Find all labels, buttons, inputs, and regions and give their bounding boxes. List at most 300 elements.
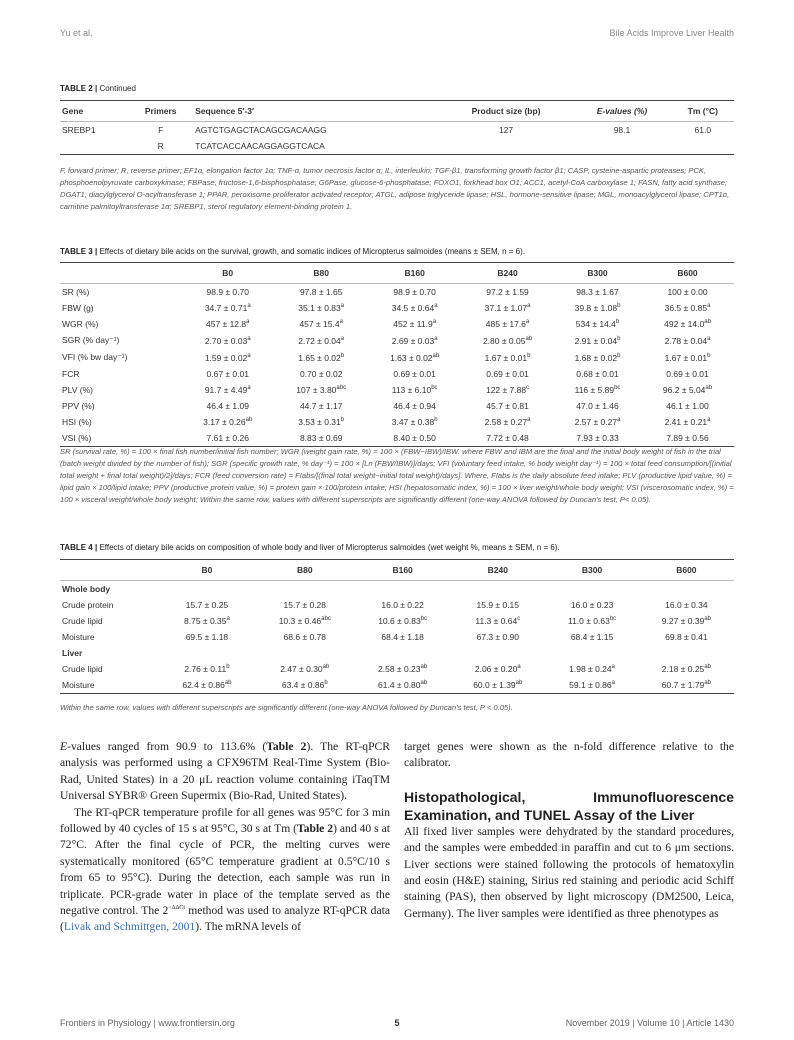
cell-value: 62.4 ± 0.86 bbox=[182, 680, 225, 690]
cell-value: 2.76 ± 0.11 bbox=[184, 664, 227, 674]
cell-value: 3.17 ± 0.26 bbox=[203, 417, 246, 427]
significance-letter: a bbox=[247, 303, 251, 310]
table-cell bbox=[274, 398, 368, 414]
cell-value: 457 ± 12.8 bbox=[206, 319, 247, 329]
cell-value: 113 ± 6.10 bbox=[391, 385, 432, 395]
significance-letter: a bbox=[527, 303, 531, 310]
table4 bbox=[60, 559, 734, 694]
column-header bbox=[60, 263, 181, 284]
significance-letter: a bbox=[247, 335, 251, 342]
row-label: PLV (%) bbox=[62, 385, 94, 395]
cell-value: 2.69 ± 0.03 bbox=[391, 335, 435, 346]
table-row bbox=[60, 284, 734, 301]
significance-letter: b bbox=[340, 352, 345, 359]
cell-value: 116 ± 5.89 bbox=[574, 385, 615, 395]
row-label: Crude lipid bbox=[62, 616, 103, 626]
column-header: Primers bbox=[144, 106, 177, 116]
table-cell bbox=[461, 284, 554, 301]
significance-letter: ab bbox=[704, 664, 711, 671]
significance-letter: b bbox=[340, 417, 345, 424]
cell-value: 3.53 ± 0.31 bbox=[298, 417, 341, 427]
table-cell bbox=[274, 316, 368, 332]
table-cell bbox=[181, 398, 274, 414]
significance-letter: ab bbox=[420, 664, 428, 671]
significance-letter: a bbox=[525, 319, 530, 326]
table-row bbox=[60, 414, 734, 430]
significance-letter: a bbox=[617, 417, 621, 424]
row-label: FCR bbox=[62, 369, 80, 379]
table-row bbox=[60, 332, 734, 349]
table-cell bbox=[461, 398, 554, 414]
table-cell bbox=[450, 677, 545, 694]
row-label: Crude lipid bbox=[62, 664, 103, 674]
column-header: Tm (°C) bbox=[687, 106, 718, 116]
table-cell bbox=[450, 613, 545, 629]
table-cell bbox=[159, 661, 254, 677]
table-cell bbox=[639, 613, 734, 629]
table-cell bbox=[181, 300, 274, 316]
table-cell bbox=[368, 300, 461, 316]
table-cell bbox=[368, 284, 461, 301]
column-header: Sequence 5′-3′ bbox=[195, 106, 255, 116]
table-cell bbox=[641, 332, 734, 349]
cell-value: 69.8 ± 0.41 bbox=[665, 632, 708, 642]
table-row bbox=[60, 366, 734, 382]
table-cell bbox=[554, 366, 641, 382]
significance-letter: ab bbox=[704, 319, 711, 326]
significance-letter: a bbox=[611, 664, 615, 671]
table-cell bbox=[355, 613, 450, 629]
table-cell bbox=[181, 284, 274, 301]
table-cell bbox=[461, 332, 554, 349]
table-cell bbox=[545, 629, 638, 645]
section-heading: Histopathological, Immunofluorescence Examination, and TUNEL Assay of the Liver bbox=[404, 788, 734, 823]
table-cell bbox=[181, 316, 274, 332]
cell-value: 1.67 ± 0.01 bbox=[484, 352, 528, 363]
table-cell bbox=[554, 414, 641, 430]
table-cell: TCATCACCAACAGGAGGTCACA bbox=[195, 141, 325, 151]
table-cell: R bbox=[157, 141, 164, 151]
cell-value: 68.4 ± 1.15 bbox=[570, 632, 614, 642]
table-cell bbox=[450, 629, 545, 645]
cell-value: 107 ± 3.80 bbox=[296, 385, 337, 395]
table-cell bbox=[368, 430, 461, 447]
table-cell bbox=[181, 349, 274, 366]
column-header: B240 bbox=[497, 268, 518, 278]
table2-caption: TABLE 2 | Continued bbox=[60, 84, 136, 93]
column-header: Product size (bp) bbox=[471, 106, 541, 116]
cell-value: 100 ± 0.00 bbox=[667, 287, 708, 297]
table-row bbox=[60, 629, 734, 645]
cell-value: 45.7 ± 0.81 bbox=[486, 401, 529, 411]
cell-value: 97.8 ± 1.65 bbox=[299, 287, 343, 297]
table-cell bbox=[639, 597, 734, 613]
column-header bbox=[60, 560, 159, 581]
cell-value: 0.69 ± 0.01 bbox=[666, 369, 709, 379]
row-label: Crude protein bbox=[62, 600, 114, 610]
column-header: B600 bbox=[676, 565, 697, 575]
cell-value: 0.68 ± 0.01 bbox=[576, 369, 619, 379]
table-cell bbox=[368, 366, 461, 382]
body-right-column bbox=[404, 739, 734, 922]
significance-letter: b bbox=[617, 352, 621, 359]
significance-letter: ab bbox=[704, 680, 711, 687]
table-cell bbox=[274, 284, 368, 301]
row-label: VSI (%) bbox=[62, 433, 92, 443]
table-cell: 127 bbox=[498, 125, 514, 135]
significance-letter: a bbox=[339, 319, 343, 326]
cell-value: 452 ± 11.9 bbox=[393, 319, 433, 329]
cell-value: 59.1 ± 0.86 bbox=[569, 680, 612, 690]
page-number: 5 bbox=[394, 1018, 400, 1028]
table-cell bbox=[554, 398, 641, 414]
cell-value: 16.0 ± 0.23 bbox=[570, 600, 614, 610]
table-cell bbox=[461, 366, 554, 382]
significance-letter: b bbox=[324, 680, 328, 687]
table-cell bbox=[274, 366, 368, 382]
table-cell bbox=[159, 613, 254, 629]
significance-letter: bc bbox=[614, 385, 621, 392]
table3 bbox=[60, 262, 734, 447]
table-cell bbox=[641, 382, 734, 398]
table2-footnote: F, forward primer; R, reverse primer; EF1α, elongation factor 1α; TNF-α, tumor necrosis factor α; IL, interleukin; TGF-β1, transforming growth factor β1; CASP, cysteine-aspartic proteases; PCK, phosphoenolpyruvate carboxykinase; FBPase, fructose-1,6-bisphosphatase; G6Pase, glucose-6-phosphatase; FOXO1, forkhead box O1; ACC1, acetyl-CoA carboxylase 1; FASN, fatty acid synthase; DGAT1, diacylglycerol O-acyltransferase 1; PPAR, peroxisome proliferator activated receptor; ATGL, adipose triglyceride lipase; HSL, hormone-sensitive lipase; MGL, monoacylglycerol lipase; CPT1α, carnitine palmitoyltransferase 1α; SREBP1, sterol regulatory element-binding protein 1. bbox=[60, 166, 730, 211]
table-cell bbox=[368, 349, 461, 366]
significance-letter: ab bbox=[704, 616, 711, 623]
table-cell bbox=[181, 366, 274, 382]
cell-value: 1.65 ± 0.02 bbox=[298, 352, 341, 363]
cell-value: 0.69 ± 0.01 bbox=[486, 369, 529, 379]
table-cell: 98.1 bbox=[613, 125, 631, 135]
cell-value: 91.7 ± 4.49 bbox=[204, 385, 248, 395]
row-label: Moisture bbox=[62, 632, 95, 642]
table-cell: SREBP1 bbox=[62, 125, 96, 135]
table-cell bbox=[159, 677, 254, 694]
table-cell bbox=[368, 398, 461, 414]
table-row bbox=[60, 661, 734, 677]
significance-letter: ab bbox=[224, 680, 232, 687]
cell-value: 67.3 ± 0.90 bbox=[476, 632, 520, 642]
cell-value: 34.5 ± 0.64 bbox=[391, 303, 435, 313]
table-row bbox=[60, 430, 734, 447]
significance-letter: ab bbox=[432, 352, 440, 359]
cell-value: 8.40 ± 0.50 bbox=[393, 433, 436, 443]
table-cell bbox=[545, 661, 638, 677]
table-cell bbox=[672, 138, 734, 155]
significance-letter: b bbox=[617, 335, 621, 342]
footer-journal[interactable]: Frontiers in Physiology | www.frontiersin.org bbox=[60, 1018, 235, 1028]
table-cell bbox=[255, 629, 356, 645]
table-cell bbox=[641, 398, 734, 414]
column-header: B160 bbox=[404, 268, 425, 278]
table-cell: AGTCTGAGCTACAGCGACAAGG bbox=[195, 125, 327, 135]
row-label: FBW (g) bbox=[62, 303, 94, 313]
table-cell bbox=[461, 382, 554, 398]
table-cell bbox=[274, 414, 368, 430]
table-row bbox=[60, 122, 734, 139]
cell-value: 2.70 ± 0.03 bbox=[204, 335, 248, 346]
cell-value: 11.3 ± 0.64 bbox=[475, 616, 518, 626]
cell-value: 2.78 ± 0.04 bbox=[664, 335, 708, 346]
column-header: B80 bbox=[296, 565, 313, 575]
row-label: PPV (%) bbox=[62, 401, 95, 411]
column-header: B240 bbox=[487, 565, 508, 575]
table-cell: 61.0 bbox=[694, 125, 712, 135]
body-left-column bbox=[60, 739, 390, 936]
cell-value: 16.0 ± 0.34 bbox=[665, 600, 708, 610]
table-cell bbox=[554, 382, 641, 398]
cell-value: 35.1 ± 0.83 bbox=[298, 303, 341, 313]
table-cell bbox=[274, 332, 368, 349]
significance-letter: ab bbox=[420, 680, 428, 687]
table-row bbox=[60, 316, 734, 332]
table-cell bbox=[368, 414, 461, 430]
cell-value: 1.63 ± 0.02 bbox=[390, 352, 433, 363]
significance-letter: bc bbox=[420, 616, 428, 623]
cell-value: 11.0 ± 0.63 bbox=[567, 616, 610, 626]
column-header: Gene bbox=[62, 106, 84, 116]
cell-value: 1.98 ± 0.24 bbox=[569, 664, 612, 674]
cell-value: 7.61 ± 0.26 bbox=[206, 433, 249, 443]
table-cell: F bbox=[158, 125, 164, 135]
significance-letter: a bbox=[340, 335, 345, 342]
table-row bbox=[60, 349, 734, 366]
table-cell bbox=[461, 316, 554, 332]
table-row bbox=[60, 398, 734, 414]
cell-value: 534 ± 14.4 bbox=[575, 319, 616, 329]
cell-value: 39.8 ± 1.08 bbox=[574, 303, 618, 313]
cell-value: 68.4 ± 1.18 bbox=[381, 632, 424, 642]
table-ref[interactable]: Table 2 bbox=[266, 740, 307, 753]
paragraph: All fixed liver samples were dehydrated by the standard procedures, and the samples were embedded in paraffin and cut to 6 μm sections. Liver sections were stained following the protocols of hematoxylin and eosin (H&E) staining, Sirius red staining and periodic acid Schiff staining (PAS), then observed by light microscopy (DM2500, Leica, Germany). The liver samples were identified as three phenotypes as bbox=[404, 824, 734, 920]
cell-value: 7.89 ± 0.56 bbox=[666, 433, 709, 443]
significance-letter: b bbox=[707, 352, 711, 359]
significance-letter: ab bbox=[515, 680, 523, 687]
cell-value: 10.6 ± 0.83 bbox=[378, 616, 421, 626]
significance-letter: a bbox=[434, 303, 438, 310]
table-cell bbox=[60, 138, 128, 155]
group-label: Whole body bbox=[62, 584, 111, 594]
table-cell bbox=[255, 677, 356, 694]
table-cell bbox=[641, 316, 734, 332]
column-header: B0 bbox=[201, 565, 213, 575]
table-ref[interactable]: Table 2 bbox=[297, 822, 334, 836]
table-cell bbox=[554, 316, 641, 332]
table-cell bbox=[159, 629, 254, 645]
table-cell bbox=[368, 332, 461, 349]
cell-value: 1.68 ± 0.02 bbox=[574, 352, 618, 363]
cell-value: 0.67 ± 0.01 bbox=[206, 369, 249, 379]
row-label: SR (%) bbox=[62, 287, 90, 297]
table-cell bbox=[274, 300, 368, 316]
cell-value: 98.3 ± 1.67 bbox=[576, 287, 619, 297]
significance-letter: bc bbox=[609, 616, 617, 623]
significance-letter: b bbox=[615, 319, 620, 326]
cell-value: 7.72 ± 0.48 bbox=[486, 433, 529, 443]
table-cell bbox=[639, 661, 734, 677]
cell-value: 9.27 ± 0.39 bbox=[661, 616, 705, 626]
significance-letter: a bbox=[611, 680, 615, 687]
column-header: B300 bbox=[587, 268, 608, 278]
significance-letter: c bbox=[526, 385, 530, 392]
table-cell bbox=[274, 349, 368, 366]
row-label: SGR (% day⁻¹) bbox=[62, 335, 120, 345]
column-header: B300 bbox=[581, 565, 603, 575]
table-cell bbox=[641, 300, 734, 316]
significance-letter: b bbox=[434, 417, 438, 424]
significance-letter: a bbox=[340, 303, 345, 310]
cell-value: 10.3 ± 0.46 bbox=[278, 616, 322, 626]
table-cell bbox=[461, 430, 554, 447]
table-cell bbox=[181, 382, 274, 398]
table-cell bbox=[440, 138, 573, 155]
cell-value: 485 ± 17.6 bbox=[485, 319, 526, 329]
cell-value: 37.1 ± 1.07 bbox=[484, 303, 528, 313]
group-label: Liver bbox=[62, 648, 83, 658]
column-header: B0 bbox=[222, 268, 234, 278]
cell-value: 492 ± 14.0 bbox=[664, 319, 705, 329]
table4-caption: TABLE 4 | Effects of dietary bile acids on composition of whole body and liver of Micropterus salmoides (wet weight %, means ± SEM, n = 6). bbox=[60, 543, 560, 552]
significance-letter: b bbox=[527, 352, 531, 359]
significance-letter: ab bbox=[525, 335, 533, 342]
header-title: Bile Acids Improve Liver Health bbox=[609, 28, 734, 38]
cell-value: 46.4 ± 1.09 bbox=[206, 401, 249, 411]
table-cell bbox=[641, 284, 734, 301]
cell-value: 2.91 ± 0.04 bbox=[574, 335, 618, 346]
column-header: E-values (%) bbox=[596, 106, 648, 116]
significance-letter: a bbox=[432, 319, 437, 326]
table-cell bbox=[255, 661, 356, 677]
significance-letter: a bbox=[226, 616, 230, 623]
table-cell bbox=[554, 349, 641, 366]
table-cell bbox=[639, 677, 734, 694]
cell-value: 16.0 ± 0.22 bbox=[381, 600, 424, 610]
table3-footnote: SR (survival rate, %) = 100 × final fish number/initial fish number; WGR (weight gain rate, %) = 100 × (FBW−IBW)/IBW. where FBW and IBM are the final and the initial body weight of fish in the trial (batch weight divided by the number of fish); SGR (specific growth rate, % day⁻¹) = 100 × [Ln (FBW/IBW)]/days; VFI (voluntary feed intake, % body weight day⁻¹) = 100 × total feed consumption/[(initial total weight + final total weight)/2]/days; FCR (feed conversion rate) = FIabs/[(final total weight−initial total weight)/days]. Where, FIabs is the daily absolute feed intake; PLV (productive lipid value, %) = lipid gain × 100/lipid intake; PPV (productive protein value, %) = protein gain × 100/protein intake; HSI (hepatosomatic index, %) = 100 × liver weight/whole body weight; VSI (viscerosomatic index, %) = 100 × visceral weight/whole body weight; Within the same row, values with different superscripts are significantly different (one-way ANOVA followed by Duncan's test, P< 0.05). bbox=[60, 447, 734, 504]
table-cell bbox=[461, 414, 554, 430]
table-cell bbox=[545, 677, 638, 694]
cell-value: 1.67 ± 0.01 bbox=[664, 352, 708, 363]
table-cell bbox=[450, 597, 545, 613]
significance-letter: ab bbox=[322, 664, 330, 671]
table-cell bbox=[641, 430, 734, 447]
significance-letter: a bbox=[517, 664, 521, 671]
significance-letter: b bbox=[226, 664, 230, 671]
cell-value: 3.47 ± 0.38 bbox=[391, 417, 435, 427]
cell-value: 2.47 ± 0.30 bbox=[280, 664, 323, 674]
significance-letter: b bbox=[617, 303, 621, 310]
table-cell bbox=[368, 316, 461, 332]
table-cell bbox=[450, 661, 545, 677]
significance-letter: a bbox=[707, 303, 711, 310]
header-authors: Yu et al. bbox=[60, 28, 93, 38]
table-cell bbox=[641, 349, 734, 366]
table-cell bbox=[554, 332, 641, 349]
citation-link[interactable]: Livak and Schmittgen, 2001 bbox=[63, 920, 196, 934]
significance-letter: bc bbox=[431, 385, 438, 392]
cell-value: 0.70 ± 0.02 bbox=[299, 369, 343, 379]
cell-value: 98.9 ± 0.70 bbox=[206, 287, 249, 297]
table-cell bbox=[255, 613, 356, 629]
table-row bbox=[60, 382, 734, 398]
cell-value: 0.69 ± 0.01 bbox=[393, 369, 436, 379]
table-cell bbox=[181, 332, 274, 349]
table-cell bbox=[461, 300, 554, 316]
cell-value: 68.6 ± 0.78 bbox=[283, 632, 327, 642]
table-cell bbox=[355, 661, 450, 677]
cell-value: 2.80 ± 0.05 bbox=[482, 335, 526, 346]
footer-issue: November 2019 | Volume 10 | Article 1430 bbox=[565, 1018, 734, 1028]
table-cell bbox=[255, 597, 356, 613]
table-cell bbox=[572, 138, 671, 155]
significance-letter: a bbox=[247, 385, 251, 392]
significance-letter: a bbox=[246, 319, 250, 326]
table-cell bbox=[159, 597, 254, 613]
cell-value: 2.18 ± 0.25 bbox=[661, 664, 705, 674]
table-cell bbox=[639, 629, 734, 645]
significance-letter: a bbox=[707, 417, 711, 424]
table-cell bbox=[641, 366, 734, 382]
row-label: VFI (% bw day⁻¹) bbox=[62, 352, 128, 362]
cell-value: 34.7 ± 0.71 bbox=[204, 303, 248, 313]
column-header: B80 bbox=[313, 268, 329, 278]
significance-letter: ab bbox=[705, 385, 713, 392]
table-cell bbox=[274, 382, 368, 398]
cell-value: 47.0 ± 1.46 bbox=[576, 401, 619, 411]
table-cell bbox=[545, 613, 638, 629]
group-row bbox=[60, 645, 734, 661]
significance-letter: abc bbox=[321, 616, 331, 623]
paragraph: The RT-qPCR temperature profile for all genes was 95°C for 3 min followed by 40 cycles of 15 s at 95°C, 30 s at Tm (Table 2) and 40 s at 72°C. After the final cycle of PCR, the melting curves were systematically monitored (65°C temperature gradient at 0.5°C/10 s from 65 to 95°C). During the detection, each sample was run in triplicate. PCR-grade water in place of the template served as the negative control. The $2^{-\Delta\Delta Ct}$ method was used to analyze RT-qPCR data (Livak and Schmittgen, 2001). The mRNA levels of bbox=[60, 805, 391, 934]
table-row bbox=[60, 613, 734, 629]
cell-value: 7.93 ± 0.33 bbox=[576, 433, 619, 443]
cell-value: 63.4 ± 0.86 bbox=[281, 680, 325, 690]
group-row bbox=[60, 581, 734, 598]
cell-value: 8.83 ± 0.69 bbox=[299, 433, 343, 443]
row-label: WGR (%) bbox=[62, 319, 99, 329]
cell-value: 2.41 ± 0.21 bbox=[664, 417, 708, 427]
significance-letter: a bbox=[707, 335, 711, 342]
cell-value: 46.1 ± 1.00 bbox=[666, 401, 709, 411]
significance-letter: abc bbox=[336, 385, 347, 392]
table-row bbox=[60, 300, 734, 316]
cell-value: 96.2 ± 5.04 bbox=[662, 385, 706, 395]
cell-value: 61.4 ± 0.80 bbox=[378, 680, 421, 690]
table-cell bbox=[355, 629, 450, 645]
cell-value: 46.4 ± 0.94 bbox=[393, 401, 436, 411]
cell-value: 2.06 ± 0.20 bbox=[474, 664, 518, 674]
table-cell bbox=[554, 430, 641, 447]
significance-letter: a bbox=[247, 352, 251, 359]
table-cell bbox=[554, 284, 641, 301]
table-row bbox=[60, 138, 734, 155]
cell-value: 8.75 ± 0.35 bbox=[184, 616, 227, 626]
table-cell bbox=[554, 300, 641, 316]
significance-letter: a bbox=[527, 417, 531, 424]
significance-letter: ab bbox=[245, 417, 253, 424]
cell-value: 122 ± 7.88 bbox=[485, 385, 527, 395]
table-cell bbox=[181, 430, 274, 447]
table-row bbox=[60, 597, 734, 613]
column-header: B600 bbox=[677, 268, 698, 278]
cell-value: 2.57 ± 0.27 bbox=[574, 417, 618, 427]
significance-letter: c bbox=[517, 616, 521, 623]
table-row bbox=[60, 677, 734, 694]
cell-value: 98.9 ± 0.70 bbox=[393, 287, 436, 297]
table-cell bbox=[641, 414, 734, 430]
table-cell bbox=[461, 349, 554, 366]
table4-footnote: Within the same row, values with different superscripts are significantly different (one-way ANOVA followed by Duncan's test, P < 0.05). bbox=[60, 703, 513, 712]
cell-value: 60.7 ± 1.79 bbox=[661, 680, 705, 690]
table2 bbox=[60, 100, 734, 155]
